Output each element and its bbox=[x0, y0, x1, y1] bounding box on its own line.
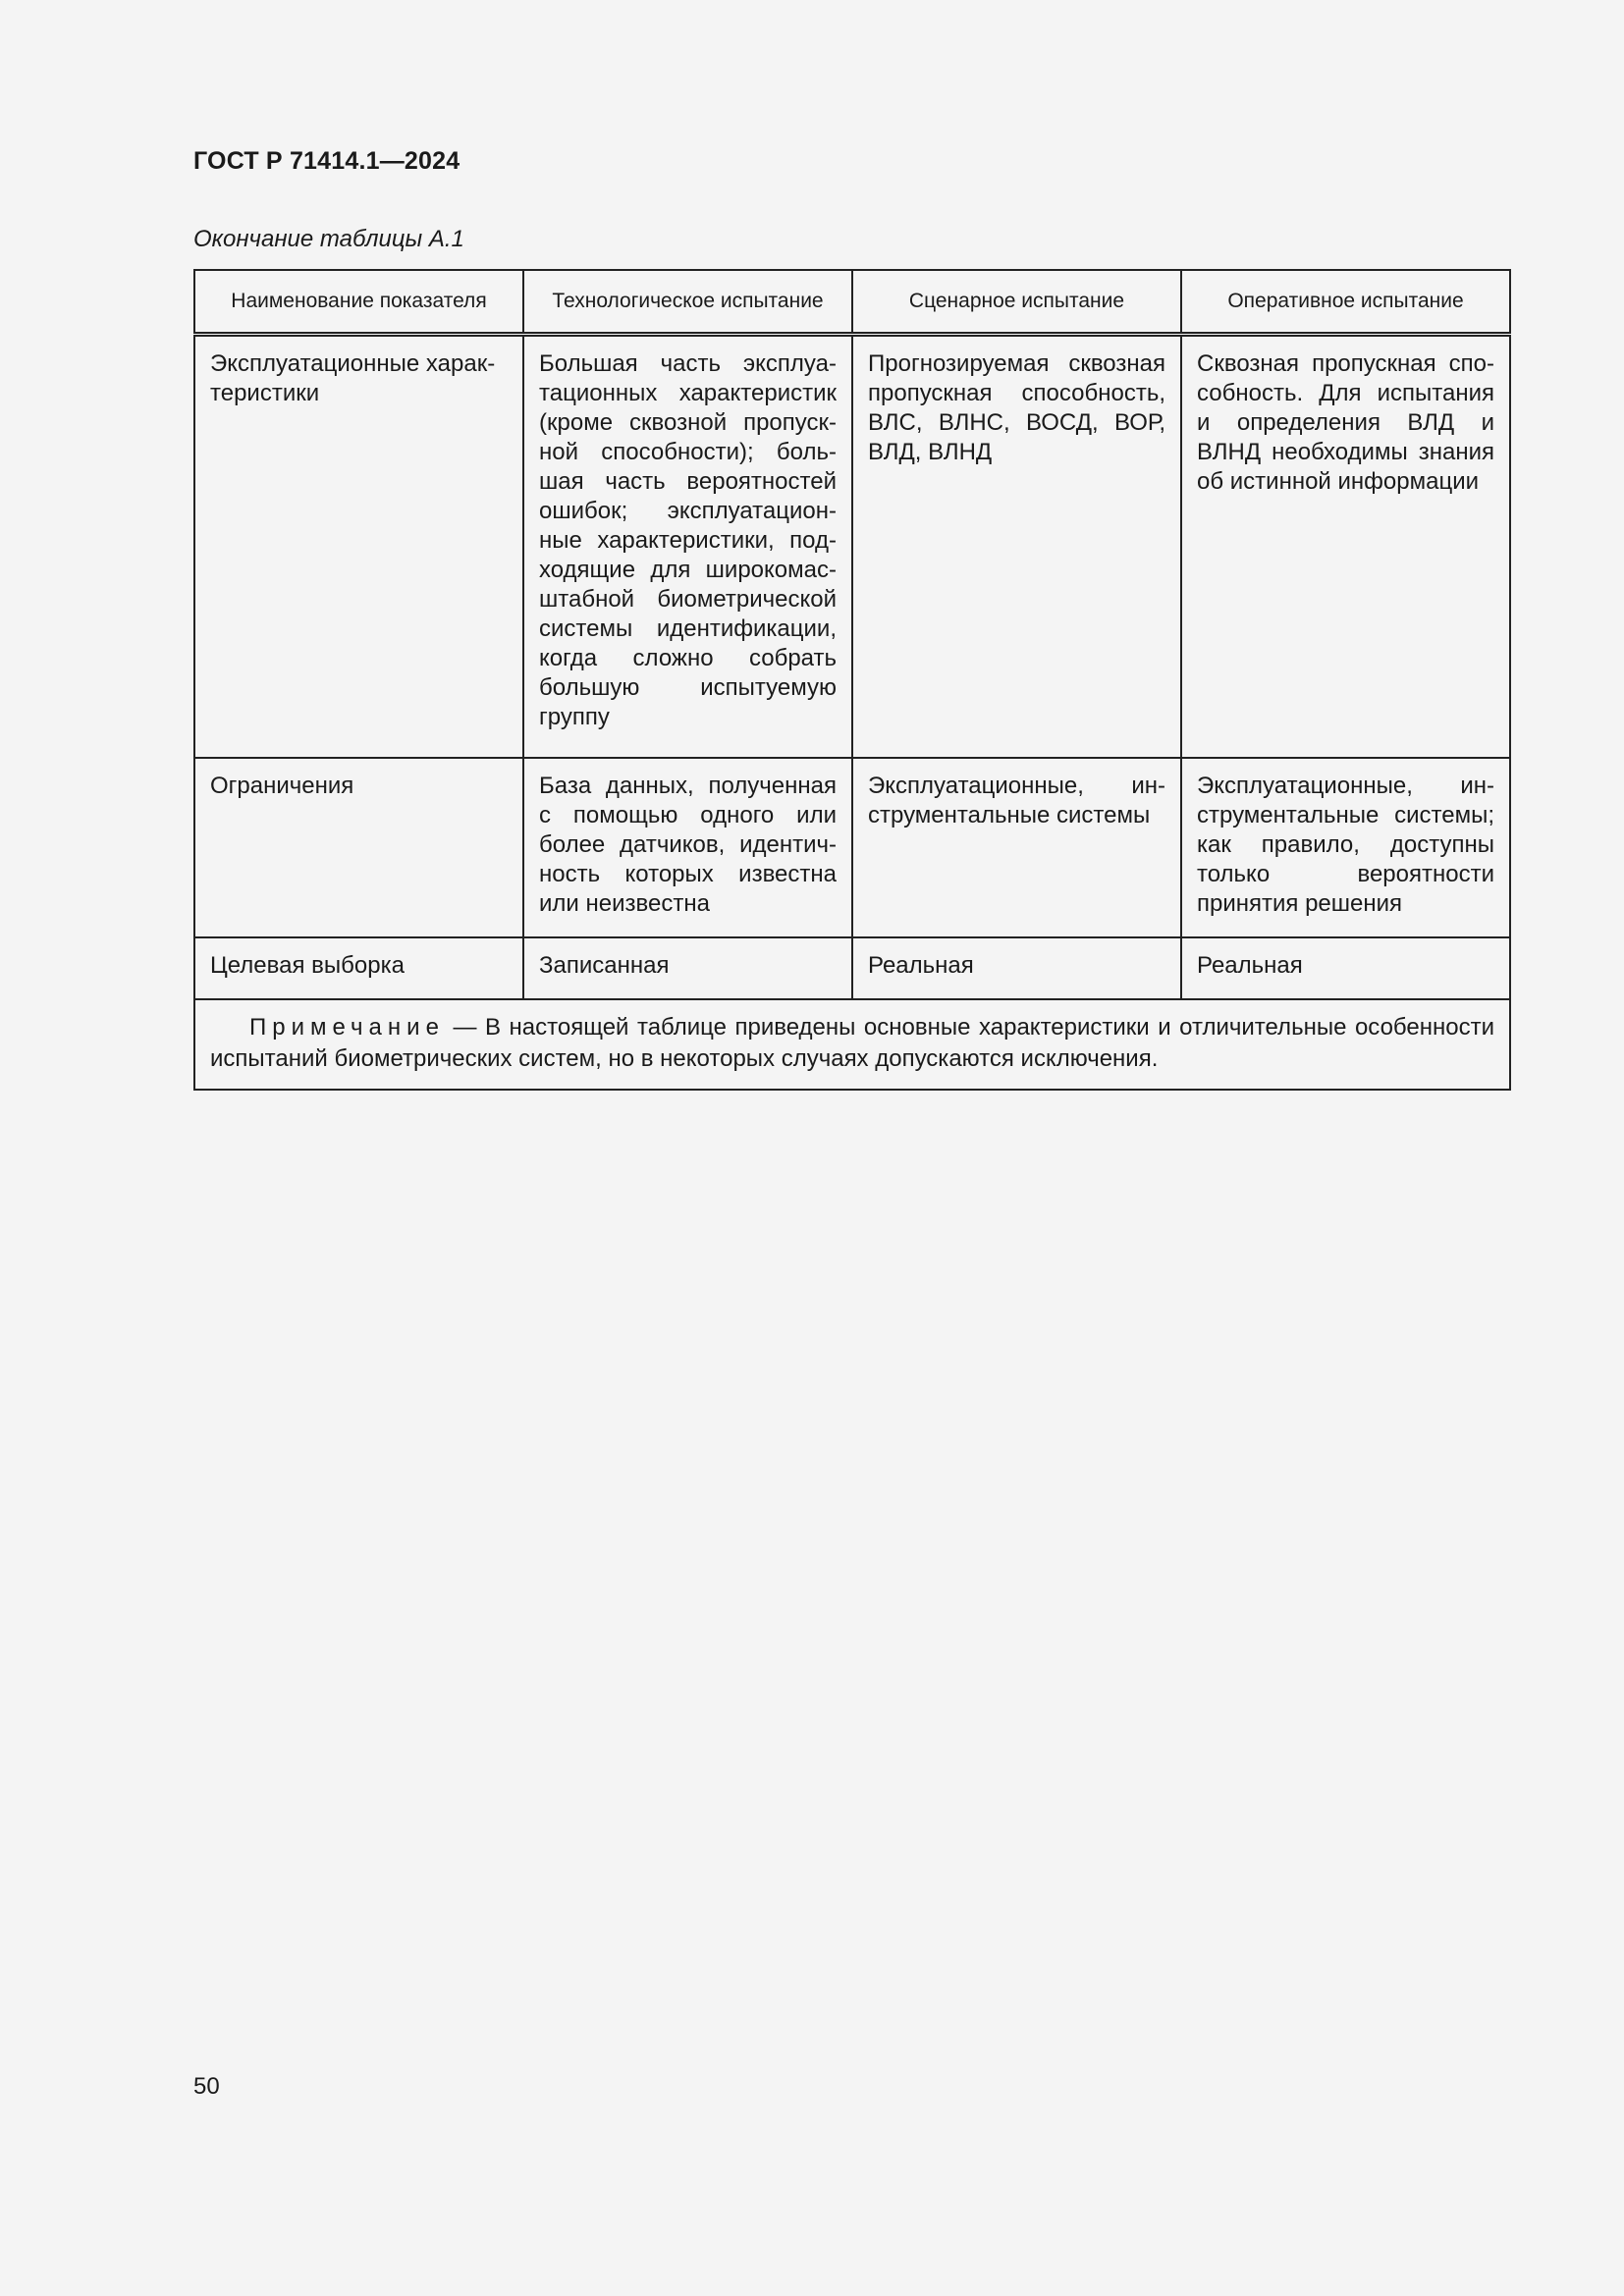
table-row bbox=[194, 937, 1510, 999]
table-cell: Эксплуатационные, инструментальные системы; как правило, доступны только вероятности принятия решения bbox=[1181, 758, 1510, 937]
table-cell: Прогнозируемая сквозная пропускная способность, ВЛС, ВЛНС, ВОСД, ВОР, ВЛД, ВЛНД bbox=[852, 335, 1181, 759]
note-text: — В настоящей таблице приведены основные характеристики и отличительные особенности испытаний биометрических систем, но в некоторых случаях допускаются исключения. bbox=[210, 1014, 1494, 1072]
table-body bbox=[194, 335, 1510, 1091]
table-row bbox=[194, 758, 1510, 937]
table-cell: Реальная bbox=[852, 937, 1181, 999]
table-note-row bbox=[194, 999, 1510, 1090]
table-cell: Сквозная пропускная способность. Для испытания и определения ВЛД и ВЛНД необходимы знания об истинной информации bbox=[1181, 335, 1510, 759]
column-header-operational-test: Оперативное испытание bbox=[1181, 270, 1510, 335]
column-header-indicator: Наименование показателя bbox=[194, 270, 523, 335]
table-row bbox=[194, 335, 1510, 759]
document-header: ГОСТ Р 71414.1—2024 bbox=[193, 147, 460, 175]
table-cell: Большая часть эксплуатационных характеристик (кроме сквозной пропускной способности); большая часть вероятностей ошибок; эксплуатационные характеристики, подходящие для широкомасштабной биометрической системы идентификации, когда сложно собрать большую испытуемую группу bbox=[523, 335, 852, 759]
table-cell: Записанная bbox=[523, 937, 852, 999]
table-cell: Эксплуатационные, инструментальные системы bbox=[852, 758, 1181, 937]
page-number: 50 bbox=[193, 2073, 220, 2100]
table-note bbox=[194, 999, 1510, 1090]
characteristics-table bbox=[193, 269, 1511, 1091]
table-caption: Окончание таблицы А.1 bbox=[193, 226, 464, 252]
column-header-scenario-test: Сценарное испытание bbox=[852, 270, 1181, 335]
table-cell: Целевая выборка bbox=[194, 937, 523, 999]
table-header-row bbox=[194, 270, 1510, 335]
column-header-technology-test: Технологическое испытание bbox=[523, 270, 852, 335]
table-cell: База данных, полученная с помощью одного или более датчиков, идентичность которых известна или неизвестна bbox=[523, 758, 852, 937]
table-cell: Ограничения bbox=[194, 758, 523, 937]
table-cell: Реальная bbox=[1181, 937, 1510, 999]
table-header bbox=[194, 270, 1510, 335]
note-label: Примечание bbox=[249, 1014, 445, 1041]
table-cell: Эксплуатационные характеристики bbox=[194, 335, 523, 759]
characteristics-table-container bbox=[193, 269, 1509, 1091]
